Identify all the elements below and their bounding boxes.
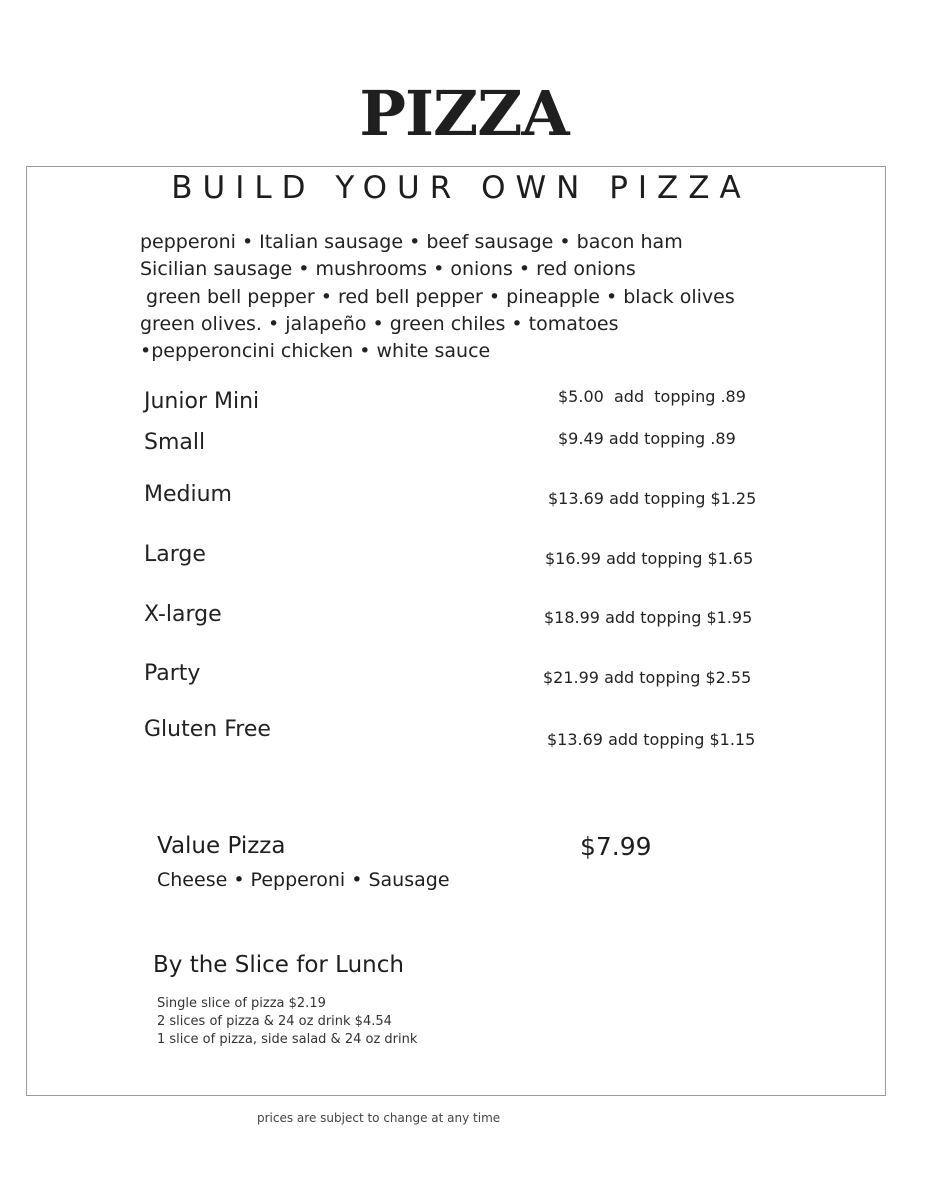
size-name-small: Small xyxy=(144,430,206,455)
slice-option-1: Single slice of pizza $2.19 xyxy=(157,996,326,1011)
toppings-line-5: •pepperoncini chicken • white sauce xyxy=(140,340,491,362)
size-price-party: $21.99 add topping $2.55 xyxy=(543,668,752,687)
size-price-small: $9.49 add topping .89 xyxy=(558,429,736,448)
by-the-slice-title: By the Slice for Lunch xyxy=(153,952,404,978)
size-price-x-large: $18.99 add topping $1.95 xyxy=(544,608,753,627)
size-name-junior-mini: Junior Mini xyxy=(144,389,260,414)
size-name-party: Party xyxy=(144,661,201,686)
toppings-line-3: green bell pepper • red bell pepper • pineapple • black olives xyxy=(140,286,735,308)
value-pizza-price: $7.99 xyxy=(580,832,652,861)
slice-option-3: 1 slice of pizza, side salad & 24 oz drink xyxy=(157,1032,418,1047)
size-name-medium: Medium xyxy=(144,482,232,507)
value-pizza-options: Cheese • Pepperoni • Sausage xyxy=(157,869,450,891)
toppings-line-1: pepperoni • Italian sausage • beef sausage • bacon ham xyxy=(140,231,683,253)
footer-note: prices are subject to change at any time xyxy=(257,1111,501,1125)
size-price-junior-mini: $5.00 add topping .89 xyxy=(558,387,746,406)
build-your-own-heading: BUILD YOUR OWN PIZZA xyxy=(171,170,751,206)
size-name-large: Large xyxy=(144,542,206,567)
size-price-large: $16.99 add topping $1.65 xyxy=(545,549,754,568)
size-name-x-large: X-large xyxy=(144,602,222,627)
slice-option-2: 2 slices of pizza & 24 oz drink $4.54 xyxy=(157,1014,392,1029)
toppings-line-4: green olives. • jalapeño • green chiles • tomatoes xyxy=(140,313,619,335)
page-title: PIZZA xyxy=(359,77,569,150)
size-name-gluten-free: Gluten Free xyxy=(144,717,271,742)
size-price-medium: $13.69 add topping $1.25 xyxy=(548,489,757,508)
toppings-line-2: Sicilian sausage • mushrooms • onions • red onions xyxy=(140,258,636,280)
size-price-gluten-free: $13.69 add topping $1.15 xyxy=(547,730,756,749)
value-pizza-title: Value Pizza xyxy=(157,833,286,859)
